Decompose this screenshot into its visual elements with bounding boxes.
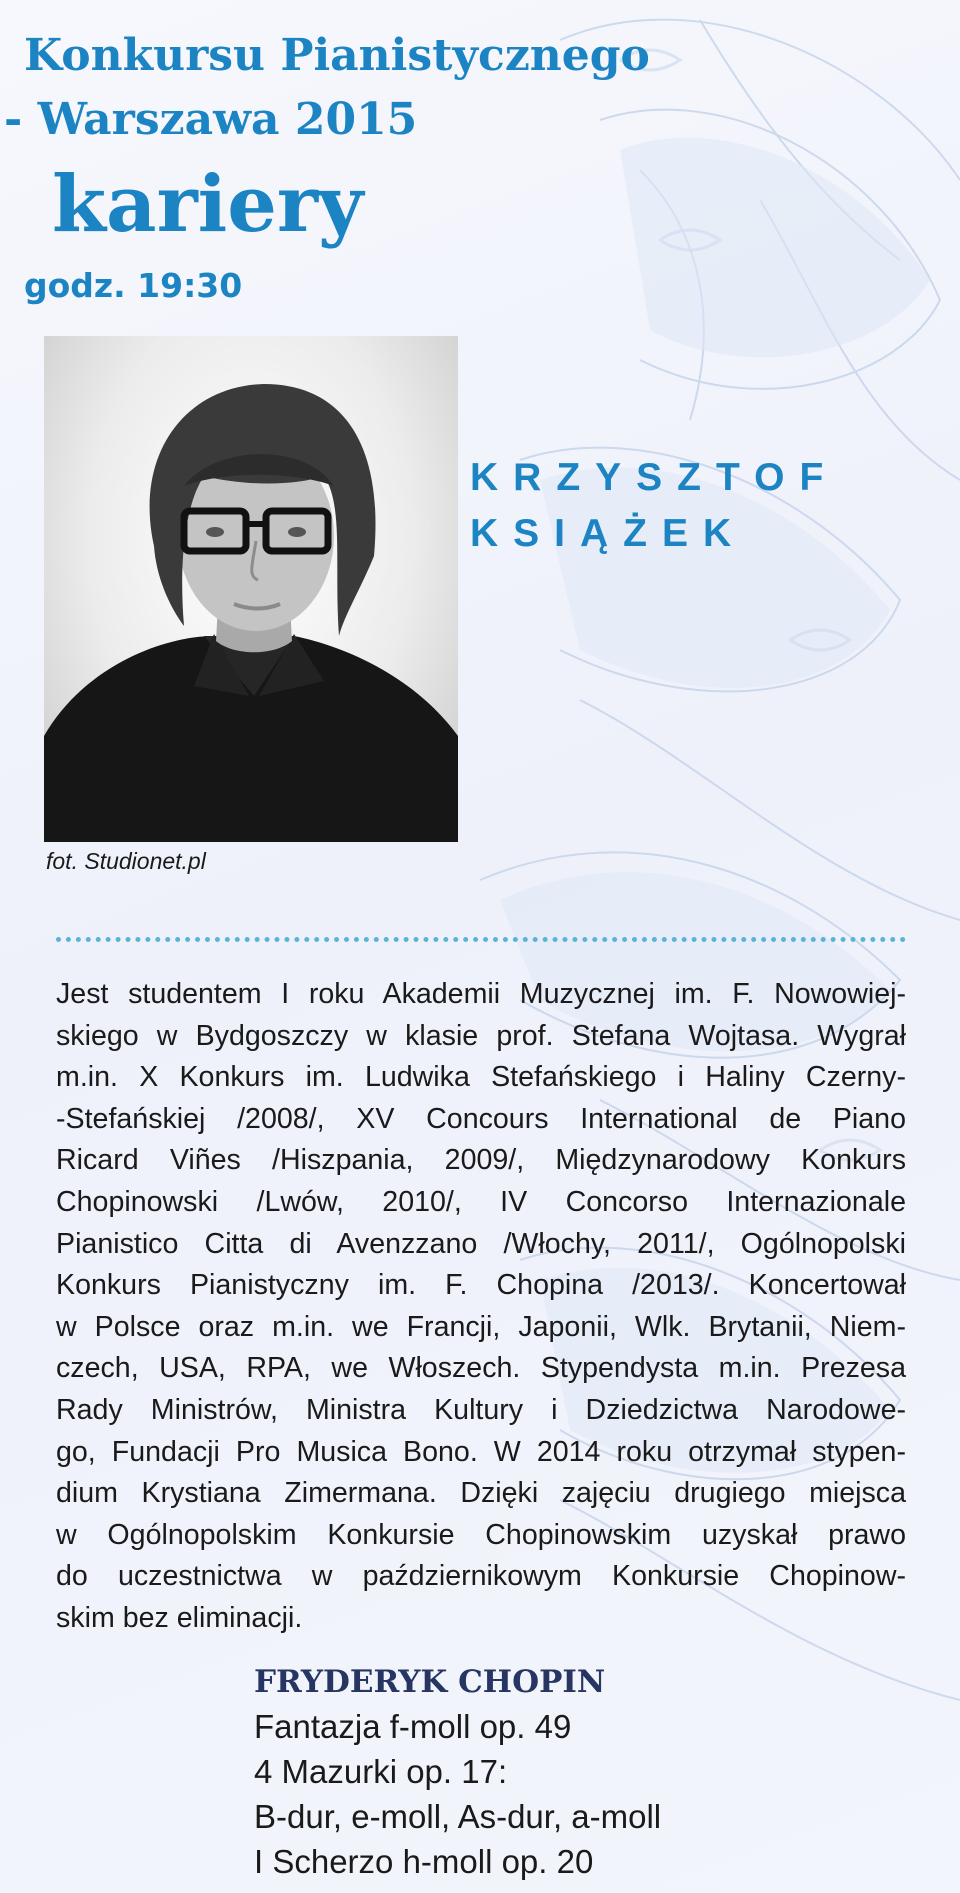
performer-biography: [56, 974, 906, 1640]
bio-line: skiego w Bydgoszczy w klasie prof. Stefana Wojtasa. Wygrał: [56, 1019, 906, 1052]
bio-line: Ricard Viñes /Hiszpania, 2009/, Międzynarodowy Konkurs: [56, 1144, 906, 1177]
concert-program: [254, 1660, 661, 1884]
performer-portrait-illustration: [44, 336, 458, 842]
bio-line: go, Fundacji Pro Musica Bono. W 2014 roku otrzymał stypen-: [56, 1435, 906, 1468]
bio-line: czech, USA, RPA, we Włoszech. Stypendysta m.in. Prezesa: [56, 1352, 906, 1385]
performer-first-name: KRZYSZTOF: [470, 456, 839, 499]
bio-line: m.in. X Konkurs im. Ludwika Stefańskiego i Haliny Czerny-: [56, 1061, 906, 1094]
program-piece: 4 Mazurki op. 17:: [254, 1753, 508, 1790]
bio-line: skim bez eliminacji.: [56, 1601, 303, 1634]
concert-time: godz. 19:30: [24, 266, 243, 305]
bio-line: Pianistico Citta di Avenzzano /Włochy, 2011/, Ogólnopolski: [56, 1227, 906, 1260]
bio-line: -Stefańskiej /2008/, XV Concours International de Piano: [56, 1102, 906, 1135]
bio-line: Rady Ministrów, Ministra Kultury i Dziedzictwa Narodowe-: [56, 1393, 906, 1426]
bio-line: Jest studentem I roku Akademii Muzycznej im. F. Nowowiej-: [56, 978, 906, 1010]
performer-last-name: KSIĄŻEK: [470, 512, 747, 555]
series-title: kariery: [52, 159, 364, 250]
photo-credit: fot. Studionet.pl: [46, 848, 206, 874]
bio-line: Konkurs Pianistyczny im. F. Chopina /2013/. Koncertował: [56, 1269, 906, 1302]
competition-title: Konkursu Pianistycznego: [24, 30, 650, 81]
program-piece: Fantazja f-moll op. 49: [254, 1708, 572, 1745]
dotted-divider: [56, 937, 906, 942]
bio-line: Chopinowski /Lwów, 2010/, IV Concorso Internazionale: [56, 1185, 906, 1218]
competition-subtitle: - Warszawa 2015: [4, 94, 418, 145]
bio-line: w Polsce oraz m.in. we Francji, Japonii, Wlk. Brytanii, Niem-: [56, 1310, 906, 1343]
program-piece: B-dur, e-moll, As-dur, a-moll: [254, 1798, 662, 1835]
composer-name: FRYDERYK CHOPIN: [254, 1664, 606, 1700]
bio-line: do uczestnictwa w październikowym Konkursie Chopinow-: [56, 1560, 906, 1593]
bio-line: dium Krystiana Zimermana. Dzięki zajęciu drugiego miejsca: [56, 1477, 906, 1510]
performer-name: [470, 450, 838, 562]
bio-line: w Ogólnopolskim Konkursie Chopinowskim uzyskał prawo: [56, 1518, 906, 1551]
program-piece: I Scherzo h-moll op. 20: [254, 1843, 594, 1880]
performer-photo: [44, 336, 458, 842]
